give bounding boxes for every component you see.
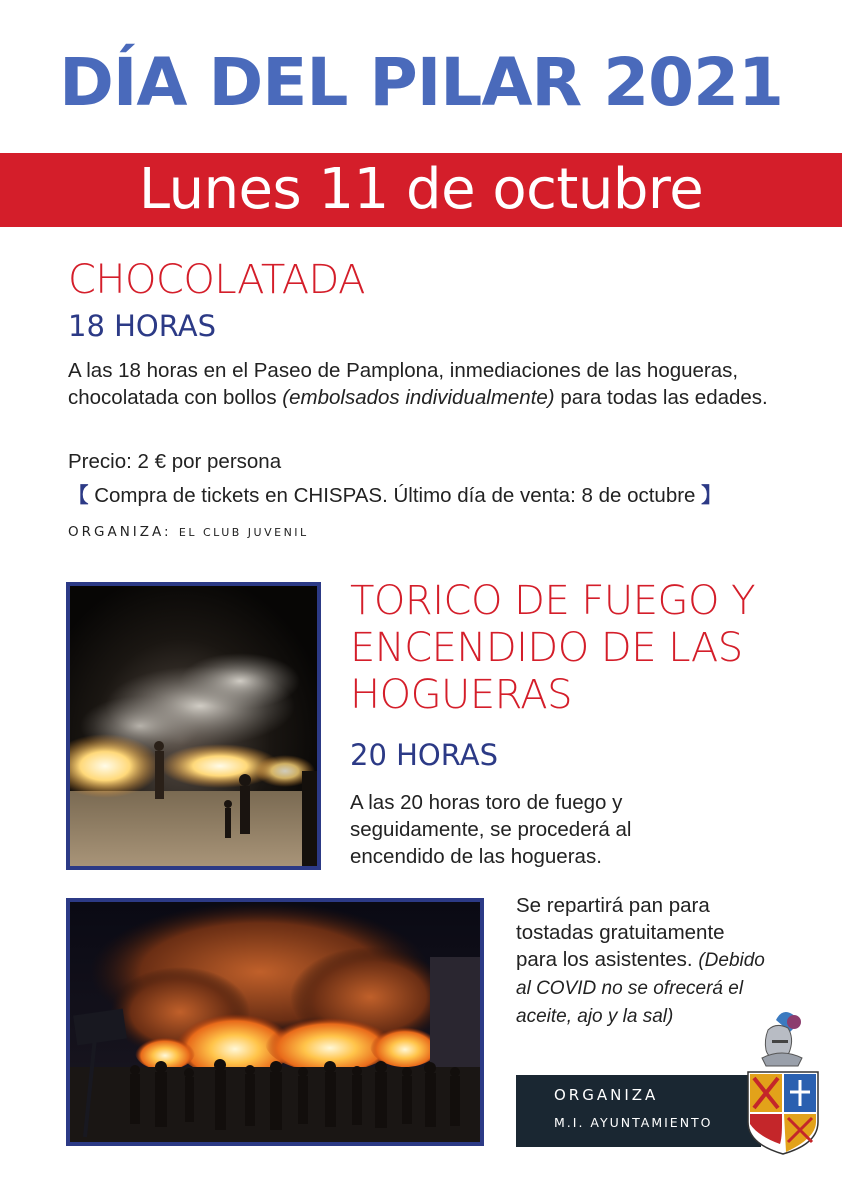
bracket-close: 】	[701, 484, 722, 507]
coat-of-arms-icon	[742, 1008, 822, 1156]
torico-description: A las 20 horas toro de fuego y seguidamente, se procederá al encendido de las hogueras.	[350, 791, 632, 868]
bonfire-photo	[66, 898, 484, 1146]
chocolatada-desc-end: para todas las edades.	[560, 386, 768, 409]
chocolatada-time: 18 HORAS	[68, 309, 216, 343]
tickets-text: Compra de tickets en CHISPAS. Último día de venta: 8 de octubre	[94, 484, 696, 507]
bonfire-photo-image	[70, 902, 480, 1142]
bracket-open: 【	[68, 484, 89, 507]
organizer-box-value: M.I. AYUNTAMIENTO	[554, 1115, 713, 1130]
bread-note-italic: (Debido al COVID no se ofrecerá el aceite, ajo y la sal)	[516, 950, 765, 1027]
chocolatada-organizer	[68, 524, 309, 540]
torico-title-line-2: ENCENDIDO DE LAS	[350, 625, 743, 671]
bread-note-main: Se repartirá pan para tostadas gratuitamente para los asistentes.	[516, 894, 725, 971]
torico-title-line-3: HOGUERAS	[350, 672, 573, 718]
main-title: DÍA DEL PILAR 2021	[59, 44, 783, 121]
torico-photo-image	[70, 586, 317, 866]
chocolatada-desc-italic: (embolsados individualmente)	[282, 386, 555, 409]
bread-note	[516, 892, 766, 1030]
chocolatada-price: Precio: 2 € por persona	[68, 450, 282, 473]
organizer-label: ORGANIZA:	[68, 524, 172, 540]
organizer-box-label: ORGANIZA	[554, 1086, 659, 1104]
torico-title	[350, 578, 820, 719]
torico-title-line-1: TORICO DE FUEGO Y	[350, 578, 756, 624]
chocolatada-title: CHOCOLATADA	[68, 257, 366, 303]
chocolatada-tickets	[68, 482, 722, 509]
organizer-value: EL CLUB JUVENIL	[178, 526, 309, 539]
torico-photo	[66, 582, 321, 870]
torico-time: 20 HORAS	[350, 738, 498, 772]
date-heading: Lunes 11 de octubre	[138, 157, 704, 222]
chocolatada-desc-main: A las 18 horas en el Paseo de Pamplona, inmediaciones de las hogueras, chocolatada con bollos	[68, 359, 739, 409]
chocolatada-description	[68, 357, 768, 411]
